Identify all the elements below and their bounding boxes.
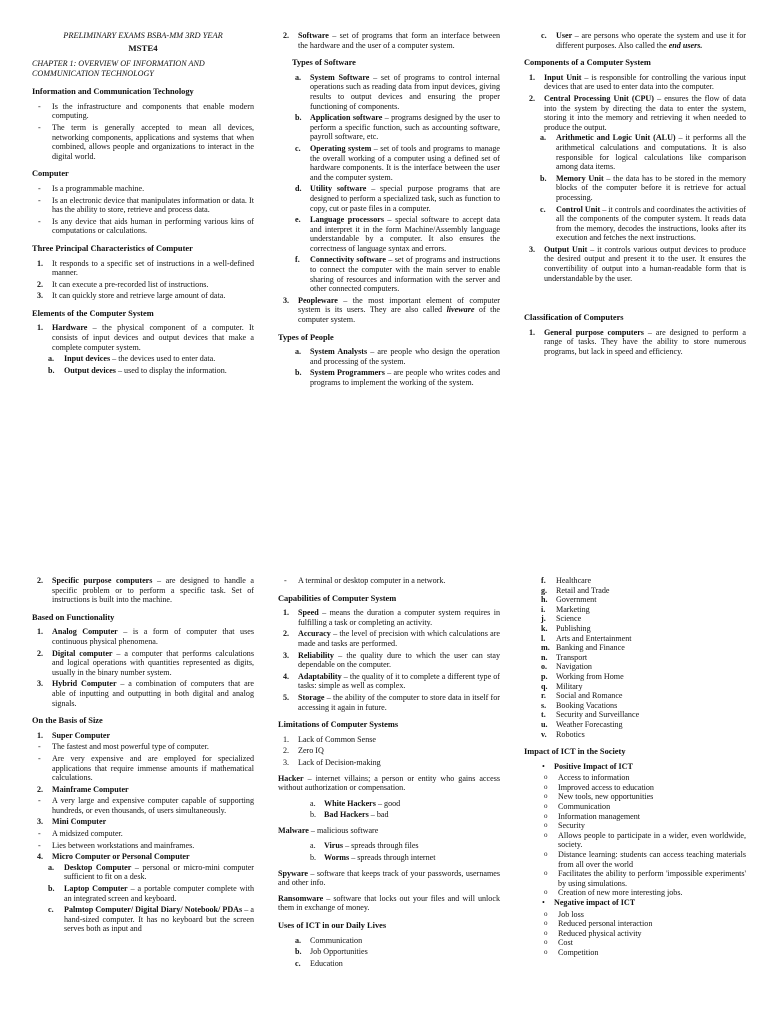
types-software-heading: Types of Software [292, 58, 356, 68]
list-item: 4. Adaptability – the quality of it to complete a different type of tasks: simple as well as complex. [283, 671, 500, 691]
components-list [524, 73, 746, 283]
limitations-list [278, 735, 500, 768]
list-item: • Negative impact of ICT [542, 898, 636, 907]
list-item: - The fastest and most powerful type of computer. [32, 742, 254, 752]
list-item: a. Arithmetic and Logic Unit (ALU) – it performs all the arithmetical calculations and computations. It is also responsible for logical calculations like comparison among data items. [540, 133, 747, 172]
list-item: n. Transport [541, 652, 588, 662]
limitations-heading: Limitations of Computer Systems [278, 720, 399, 730]
column-5 [278, 576, 500, 970]
list-item: e. Language processors – special software to accept data and interpret it in the form Machine/Assembly language understandable by a computer. It also ensures the correctness of language syntax and errors. [295, 215, 500, 253]
cpu-sublist [524, 133, 746, 243]
list-item: g. Retail and Trade [541, 585, 610, 595]
specific-def [32, 576, 254, 605]
user-def [524, 31, 746, 50]
list-item: - Is an electronic device that manipulates information or data. It has the ability to store, retrieve and process data. [32, 196, 254, 215]
list-item: 4. Micro Computer or Personal Computer a. Desktop Computer – personal or micro-mini computer sufficient to fit on a desk. b. Laptop Computer – a portable computer complete with an integrated screen and keyboard. c. Palmtop Computer/ Digital Diary/ Notebook/ PDAs – a hand-sized computer. It has no keyboard but the screen serves both as input and [32, 852, 254, 934]
list-item: b. Worms – spreads through internet [310, 853, 436, 863]
exam-title: PRELIMINARY EXAMS BSBA-MM 3RD YEAR [63, 31, 223, 40]
size-list [32, 731, 254, 741]
list-item: o Facilitates the ability to perform 'impossible experiments' by using simulations. [524, 869, 746, 888]
list-item: a. Communication [295, 935, 363, 945]
components-heading: Components of a Computer System [524, 58, 651, 68]
list-item: 2. Digital computer – a computer that performs calculations and logical operations with quantities represented as digits, usually in the binary number system. [37, 648, 255, 677]
size-list-3 [32, 817, 254, 827]
mainframe-list [32, 796, 254, 815]
list-item: v. Robotics [541, 729, 585, 739]
list-item: o Job loss [524, 910, 746, 920]
list-item: o Reduced personal interaction [524, 919, 746, 929]
list-item: a. System Software – set of programs to control internal operations such as reading data from input devices, giving results to output devices and ensuring the proper functioning of components. [295, 72, 500, 111]
list-item: 5. Storage – the ability of the computer to store data in itself for accessing it again in future. [283, 692, 500, 712]
characteristics-list [32, 259, 254, 301]
capabilities-heading: Capabilities of Computer System [278, 593, 397, 603]
malware-list [278, 841, 500, 862]
list-item: 1. General purpose computers – are designed to perform a range of tasks. They have the ability to store numerous programs, but lack in speed and efficiency. [529, 327, 747, 357]
peopleware-def [278, 296, 500, 325]
list-item: c. Control Unit – it controls and coordinates the activities of all the components of the computer system. It reads data from the memory, decodes the instructions, looks after its execution and fetches the next instructions. [540, 204, 746, 243]
list-item: - A terminal or desktop computer in a network. [278, 576, 500, 586]
list-item: - Is any device that aids human in performing various kins of computations or calculations. [32, 217, 254, 236]
list-item: o Distance learning: students can access teaching materials from all over the world [524, 850, 746, 869]
page-bottom [0, 568, 768, 1024]
elements-list [32, 323, 254, 375]
positive-list [524, 773, 746, 898]
bullet-icon: • [542, 761, 545, 771]
column-3 [524, 31, 746, 359]
list-item: h. Government [541, 595, 597, 605]
list-item: - Lies between workstations and mainframes. [32, 841, 254, 851]
spyware-paragraph: Spyware – software that keeps track of your passwords, usernames and other info. [278, 868, 500, 888]
list-item: c. Operating system – set of tools and programs to manage the overall working of a computer using a defined set of hardware components. It is the interface between the user and the computer system. [295, 143, 500, 182]
computer-list [32, 184, 254, 236]
column-6 [524, 576, 746, 958]
list-item: 2. Central Processing Unit (CPU) – ensures the flow of data into the system by directing the data to enter the system, storing it into the memory and retrieving it when needed to produce the output. a. Arithmetic and Logic Unit (ALU) – it performs all the arithmetical calculations and computations. It is also responsible for logical calculations like comparison among data items. b. Memory Unit – the data has to be stored in the memory blocks of the computer before it is retrieve for actual processing. c. Control Unit – it controls and coordinates the activities of all the components of the computer system. It reads data from the memory, decodes the instructions, looks after its execution and fetches the next instructions. [524, 94, 746, 243]
list-item: 1. It responds to a specific set of instructions in a well-defined manner. [37, 258, 254, 278]
list-item: c. Education [295, 958, 343, 968]
capabilities-list [278, 608, 500, 712]
list-item: m. Banking and Finance [541, 643, 625, 653]
elements-heading: Elements of the Computer System [32, 308, 154, 318]
list-item: u. Weather Forecasting [541, 719, 623, 729]
list-item: 2. Zero IQ [283, 746, 324, 756]
uses-list-continued [524, 576, 746, 739]
list-item: - Is the infrastructure and components that enable modern computing. [32, 102, 254, 121]
list-item: 2. Accuracy – the level of precision with which calculations are made and tasks are performed. [283, 629, 500, 648]
list-item: b. Laptop Computer – a portable computer complete with an integrated screen and keyboard. [48, 884, 254, 903]
list-item: o Competition [524, 948, 746, 958]
list-item: a. Input devices – the devices used to enter data. [48, 354, 216, 364]
list-item: o Allows people to participate in a wider, even worldwide, society. [524, 831, 746, 850]
list-item: 3. Reliability – the quality dure to which the user can stay dependable on the computer. [283, 650, 500, 670]
list-item: • Positive Impact of ICT [542, 761, 633, 771]
list-item: 3. Hybrid Computer – a combination of computers that are able of inputting and outputting in both digital and analog signals. [37, 679, 254, 708]
size-heading: On the Basis of Size [32, 716, 103, 726]
list-item: b. Memory Unit – the data has to be stored in the memory blocks of the computer before it is retrieve for actual processing. [540, 173, 746, 202]
list-item: k. Publishing [541, 623, 591, 633]
chapter-title: CHAPTER 1: OVERVIEW OF INFORMATION AND COMMUNICATION TECHNOLOGY [32, 59, 205, 79]
list-item: d. Utility software – special purpose programs that are designed to perform a specialized task, such as function to copy, cut or paste files in a computer. [295, 184, 500, 213]
list-item: f. Healthcare [541, 576, 592, 585]
characteristics-heading: Three Principal Characteristics of Computer [32, 243, 193, 253]
list-item: 1. Hardware – the physical component of a computer. It consists of input devices and output devices that make a complete computer system. a. Input devices – the devices used to enter data. b. Output devices – used to display the information. [32, 323, 254, 375]
list-item: b. Application software – programs designed by the user to perform a specific function, such as accounting software, payroll software, etc. [295, 113, 500, 142]
list-item: t. Security and Surveillance [541, 710, 640, 720]
functionality-heading: Based on Functionality [32, 612, 115, 622]
column-2 [278, 31, 500, 390]
list-item: o Reduced physical activity [524, 929, 746, 939]
list-item: o. Navigation [541, 662, 592, 672]
list-item: a. Virus – spreads through files [310, 841, 419, 851]
list-item: 3. Mini Computer [37, 817, 107, 827]
impact-heading: Impact of ICT in the Society [524, 747, 626, 757]
terminal-list [278, 576, 500, 586]
list-item: - Are very expensive and are employed for specialized applications that require immense amounts if mathematical calculations. [32, 754, 254, 783]
list-item: o Creation of new more interesting jobs. [524, 888, 746, 898]
super-list [32, 742, 254, 782]
list-item: - A very large and expensive computer capable of supporting hundreds, or even thousands, of users simultaneously. [32, 796, 254, 815]
list-item: - A midsized computer. [32, 829, 254, 839]
hacker-paragraph: Hacker – internet villains; a person or entity who gains access without authorization or compensation. [278, 773, 500, 793]
list-item: o Communication [524, 802, 746, 812]
list-item: b. Bad Hackers – bad [310, 810, 389, 820]
list-item: a. System Analysts – are people who design the operation and processing of the system. [295, 347, 500, 366]
software-types-list [278, 73, 500, 294]
ict-heading: Information and Communication Technology [32, 87, 194, 97]
list-item: 1. Lack of Common Sense [283, 734, 377, 744]
list-item: j. Science [541, 614, 582, 624]
classification-heading: Classification of Computers [524, 313, 624, 323]
list-item: 3. Peopleware – the most important element of computer system is its users. They are also called liveware of the computer system. [283, 295, 500, 325]
list-item: c. Palmtop Computer/ Digital Diary/ Notebook/ PDAs – a hand-sized computer. It has no keyboard but the screen serves both as input and [48, 905, 254, 934]
list-item: 2. Specific purpose computers – are designed to handle a specific problem or to perform a specific task. Set of instructions is built into the machine. [37, 576, 254, 605]
classification-list [524, 328, 746, 357]
list-item: 2. Mainframe Computer [37, 784, 129, 794]
list-item: o Improved access to education [524, 783, 746, 793]
hardware-sublist [32, 354, 254, 375]
uses-list [278, 936, 500, 969]
list-item: b. Output devices – used to display the information. [48, 365, 227, 375]
list-item: b. Job Opportunities [295, 947, 368, 957]
list-item: 1. Super Computer [37, 730, 111, 740]
list-item: - The term is generally accepted to mean all devices, networking components, applications and systems that when combined, allows people and organizations to interact in the digital world. [32, 123, 254, 161]
functionality-list [32, 627, 254, 708]
list-item: o Information management [524, 812, 746, 822]
column-4 [32, 576, 254, 936]
bullet-icon: • [542, 898, 545, 907]
list-item: 1. Input Unit – is responsible for controlling the various input devices that are used to enter data into the computer. [529, 72, 746, 92]
negative-list [524, 910, 746, 958]
list-item: o Security [524, 821, 746, 831]
list-item: 3. Output Unit – it controls various output devices to produce the desired output and present it to the user. It ensures the convertibility of output into a human-readable form that is understandable by the user. [529, 244, 746, 283]
list-item: c. User – are persons who operate the system and use it for different purposes. Also called the end users. [541, 31, 746, 50]
list-item: i. Marketing [541, 604, 590, 614]
list-item: 2. Software – set of programs that form an interface between the hardware and the user of a computer system. [283, 31, 500, 50]
list-item: q. Military [541, 681, 583, 691]
types-people-heading: Types of People [278, 332, 334, 342]
list-item: 3. It can quickly store and retrieve large amount of data. [37, 291, 226, 301]
list-item: r. Social and Romance [541, 691, 623, 701]
list-item: 1. Analog Computer – is a form of computer that uses continuous physical phenomena. [37, 627, 254, 646]
column-1 [32, 31, 254, 377]
list-item: s. Booking Vacations [541, 700, 618, 710]
list-item: o New tools, new opportunities [524, 792, 746, 802]
list-item: 1. Speed – means the duration a computer system requires in fulfilling a task or completing an activity. [283, 608, 500, 627]
ict-list [32, 102, 254, 162]
list-item: b. System Programmers – are people who writes codes and programs to implement the working of the system. [295, 368, 500, 387]
ransomware-paragraph: Ransomware – software that locks out your files and will unlock them in exchange of money. [278, 893, 500, 913]
course-code: MSTE4 [128, 42, 158, 53]
impact-list [524, 762, 746, 772]
size-list-4 [32, 852, 254, 934]
list-item: 2. It can execute a pre-recorded list of instructions. [37, 279, 209, 289]
malware-paragraph: Malware – malicious software [278, 825, 379, 835]
size-list-2 [32, 785, 254, 795]
micro-sublist [32, 863, 254, 934]
computer-heading: Computer [32, 169, 69, 179]
list-item: - Is a programmable machine. [32, 184, 254, 194]
software-def [278, 31, 500, 50]
uses-heading: Uses of ICT in our Daily Lives [278, 921, 387, 931]
list-item: a. Desktop Computer – personal or micro-mini computer sufficient to fit on a desk. [48, 862, 254, 882]
list-item: a. White Hackers – good [310, 798, 401, 808]
list-item: 3. Lack of Decision-making [283, 757, 381, 767]
impact-list-negative [524, 898, 746, 908]
people-types-list [278, 347, 500, 387]
list-item: o Access to information [524, 773, 746, 783]
list-item: l. Arts and Entertainment [541, 633, 632, 643]
list-item: o Cost [524, 938, 746, 948]
list-item: p. Working from Home [541, 671, 624, 681]
hacker-list [278, 799, 500, 820]
list-item: f. Connectivity software – set of programs and instructions to connect the computer with the main server to enable sharing of resources and information with the server and other connected computers. [295, 255, 500, 294]
mini-list [32, 829, 254, 850]
